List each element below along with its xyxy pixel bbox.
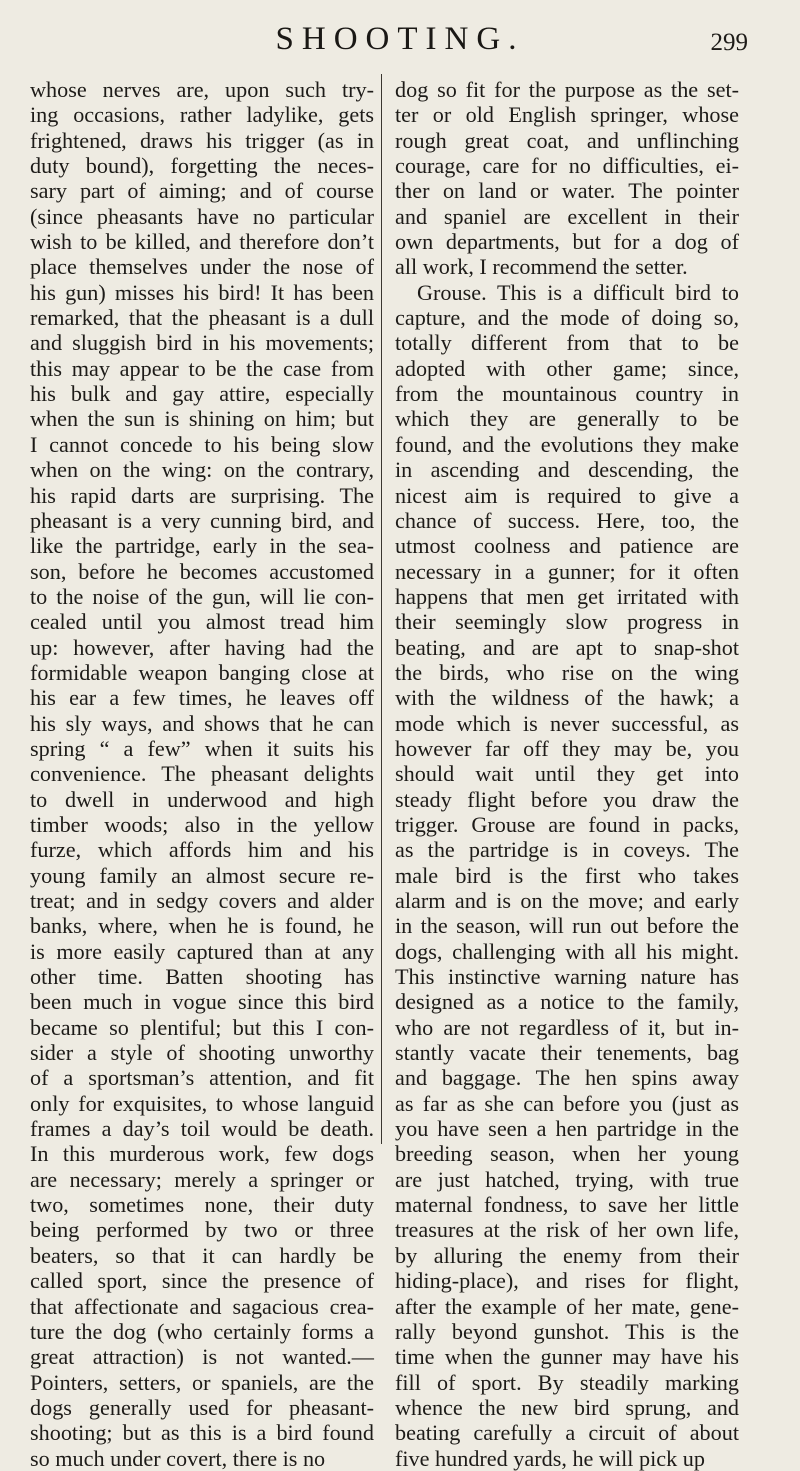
text-line: young family an almost secure re- bbox=[30, 862, 374, 888]
text-line: you have seen a hen partridge in the bbox=[395, 1116, 739, 1142]
text-line: formidable weapon banging close at bbox=[30, 659, 374, 685]
text-line: In this murderous work, few dogs bbox=[30, 1141, 374, 1167]
text-line: pheasant is a very cunning bird, and bbox=[30, 507, 374, 533]
text-line: the birds, who rise on the wing bbox=[395, 659, 739, 685]
text-line: in the season, will run out before the bbox=[395, 913, 739, 939]
text-line: frightened, draws his trigger (as in bbox=[30, 127, 374, 153]
text-line: spring “ a few” when it suits his bbox=[30, 735, 374, 761]
text-line: cealed until you almost tread him bbox=[30, 609, 374, 635]
text-line: frames a day’s toil would be death. bbox=[30, 1116, 374, 1142]
running-title: SHOOTING. bbox=[275, 21, 525, 57]
text-line: sider a style of shooting unworthy bbox=[30, 1040, 374, 1066]
text-line: utmost coolness and patience are bbox=[395, 533, 739, 559]
text-line: nicest aim is required to give a bbox=[395, 482, 739, 508]
text-line: are just hatched, trying, with true bbox=[395, 1166, 739, 1192]
text-line: all work, I recommend the setter. bbox=[395, 254, 688, 280]
text-line: after the example of her mate, gene- bbox=[395, 1293, 739, 1319]
text-line: dog so fit for the purpose as the set- bbox=[395, 77, 739, 102]
text-line: beating, and are apt to snap-shot bbox=[395, 634, 739, 660]
text-line: with the wildness of the hawk; a bbox=[395, 685, 739, 711]
text-line: two, sometimes none, their duty bbox=[30, 1192, 374, 1218]
text-line: steady flight before you draw the bbox=[395, 786, 739, 812]
text-line: place themselves under the nose of bbox=[30, 254, 374, 280]
text-line: chance of success. Here, too, the bbox=[395, 507, 739, 533]
text-line: ing occasions, rather ladylike, gets bbox=[30, 102, 374, 128]
text-line: who are not regardless of it, but in- bbox=[395, 1014, 739, 1040]
right-column bbox=[395, 77, 739, 1471]
text-line: alarm and is on the move; and early bbox=[395, 888, 739, 913]
text-line: as far as she can before you (just as bbox=[395, 1090, 739, 1116]
text-line: should wait until they get into bbox=[395, 761, 739, 787]
text-line: own departments, but for a dog of bbox=[395, 229, 739, 255]
text-line: wish to be killed, and therefore don’t bbox=[30, 229, 374, 255]
text-line: only for exquisites, to whose languid bbox=[30, 1090, 374, 1116]
text-line: treat; and in sedgy covers and alder bbox=[30, 888, 374, 913]
text-line: mode which is never successful, as bbox=[395, 710, 739, 736]
text-line: so much under covert, there is no bbox=[30, 1445, 326, 1471]
running-head bbox=[0, 14, 800, 64]
text-line: breeding season, when her young bbox=[395, 1141, 739, 1167]
text-line: totally different from that to be bbox=[395, 330, 739, 356]
text-line: and sluggish bird in his movements; bbox=[30, 330, 374, 356]
text-line: happens that men get irritated with bbox=[395, 583, 739, 609]
text-line: great attraction) is not wanted.— bbox=[30, 1344, 374, 1370]
text-line: duty bound), forgetting the neces- bbox=[30, 153, 374, 179]
text-line: remarked, that the pheasant is a dull bbox=[30, 305, 374, 331]
text-line: courage, care for no difficulties, ei- bbox=[395, 153, 739, 179]
text-line: designed as a notice to the family, bbox=[395, 989, 739, 1015]
text-line: treasures at the risk of her own life, bbox=[395, 1217, 739, 1243]
text-line: as the partridge is in coveys. The bbox=[395, 837, 739, 863]
text-line: I cannot concede to his being slow bbox=[30, 431, 374, 457]
text-line: dogs, challenging with all his might. bbox=[395, 938, 739, 964]
text-line: shooting; but as this is a bird found bbox=[30, 1420, 374, 1446]
text-line: beating carefully a circuit of about bbox=[395, 1420, 739, 1446]
text-line: whence the new bird sprung, and bbox=[395, 1394, 739, 1420]
text-line: stantly vacate their tenements, bag bbox=[395, 1040, 739, 1066]
text-line: called sport, since the presence of bbox=[30, 1268, 374, 1294]
text-line: This instinctive warning nature has bbox=[395, 964, 739, 990]
text-line: their seemingly slow progress in bbox=[395, 609, 739, 635]
text-line: being performed by two or three bbox=[30, 1217, 374, 1243]
text-line: other time. Batten shooting has bbox=[30, 964, 374, 990]
text-line: Grouse. This is a difficult bird to bbox=[417, 279, 739, 305]
column-divider bbox=[381, 74, 382, 1144]
text-line: capture, and the mode of doing so, bbox=[395, 305, 739, 331]
text-line: his sly ways, and shows that he can bbox=[30, 710, 374, 736]
text-line: been much in vogue since this bird bbox=[30, 989, 374, 1015]
text-line: found, and the evolutions they make bbox=[395, 431, 739, 457]
text-line: from the mountainous country in bbox=[395, 381, 739, 407]
text-line: Pointers, setters, or spaniels, are the bbox=[30, 1369, 374, 1395]
text-line: and baggage. The hen spins away bbox=[395, 1065, 739, 1091]
page-number: 299 bbox=[710, 29, 748, 56]
text-line: when the sun is shining on him; but bbox=[30, 406, 374, 432]
text-line: dogs generally used for pheasant- bbox=[30, 1394, 374, 1420]
text-line: necessary in a gunner; for it often bbox=[395, 558, 739, 584]
text-line: his gun) misses his bird! It has been bbox=[30, 279, 374, 305]
text-line: male bird is the first who takes bbox=[395, 862, 739, 888]
text-line: to dwell in underwood and high bbox=[30, 786, 374, 812]
text-line: like the partridge, early in the sea- bbox=[30, 533, 374, 559]
text-line: hiding-place), and rises for flight, bbox=[395, 1268, 739, 1294]
text-line: banks, where, when he is found, he bbox=[30, 913, 374, 939]
text-line: trigger. Grouse are found in packs, bbox=[395, 811, 739, 837]
text-line: in ascending and descending, the bbox=[395, 457, 739, 483]
text-line: son, before he becomes accustomed bbox=[30, 558, 374, 584]
text-line: adopted with other game; since, bbox=[395, 355, 739, 381]
text-line: rough great coat, and unflinching bbox=[395, 127, 739, 153]
text-line: became so plentiful; but this I con- bbox=[30, 1014, 374, 1040]
text-line: however far off they may be, you bbox=[395, 735, 739, 761]
text-line: rally beyond gunshot. This is the bbox=[395, 1318, 739, 1344]
text-line: five hundred yards, he will pick up bbox=[395, 1445, 705, 1471]
text-line: convenience. The pheasant delights bbox=[30, 761, 374, 787]
text-line: (since pheasants have no particular bbox=[30, 203, 374, 229]
text-line: his bulk and gay attire, especially bbox=[30, 381, 374, 407]
text-line: that affectionate and sagacious crea- bbox=[30, 1293, 374, 1319]
text-line: ter or old English springer, whose bbox=[395, 102, 739, 128]
text-line: ture the dog (who certainly forms a bbox=[30, 1318, 374, 1344]
text-line: maternal fondness, to save her little bbox=[395, 1192, 739, 1218]
text-line: beaters, so that it can hardly be bbox=[30, 1242, 374, 1268]
text-line: of a sportsman’s attention, and fit bbox=[30, 1065, 374, 1091]
text-line: is more easily captured than at any bbox=[30, 938, 374, 964]
text-line: are necessary; merely a springer or bbox=[30, 1166, 374, 1192]
left-column bbox=[30, 77, 374, 1471]
text-line: and spaniel are excellent in their bbox=[395, 203, 739, 229]
text-line: his ear a few times, he leaves off bbox=[30, 685, 374, 711]
text-line: by alluring the enemy from their bbox=[395, 1242, 739, 1268]
text-line: sary part of aiming; and of course bbox=[30, 178, 374, 204]
text-line: when on the wing: on the contrary, bbox=[30, 457, 374, 483]
text-line: time when the gunner may have his bbox=[395, 1344, 739, 1370]
text-line: whose nerves are, upon such try- bbox=[30, 77, 374, 102]
text-line: timber woods; also in the yellow bbox=[30, 811, 374, 837]
text-line: which they are generally to be bbox=[395, 406, 739, 432]
text-line: fill of sport. By steadily marking bbox=[395, 1369, 739, 1395]
text-line: up: however, after having had the bbox=[30, 634, 374, 660]
text-line: his rapid darts are surprising. The bbox=[30, 482, 374, 508]
text-line: to the noise of the gun, will lie con- bbox=[30, 583, 374, 609]
text-line: this may appear to be the case from bbox=[30, 355, 374, 381]
text-line: ther on land or water. The pointer bbox=[395, 178, 739, 204]
text-line: furze, which affords him and his bbox=[30, 837, 374, 863]
